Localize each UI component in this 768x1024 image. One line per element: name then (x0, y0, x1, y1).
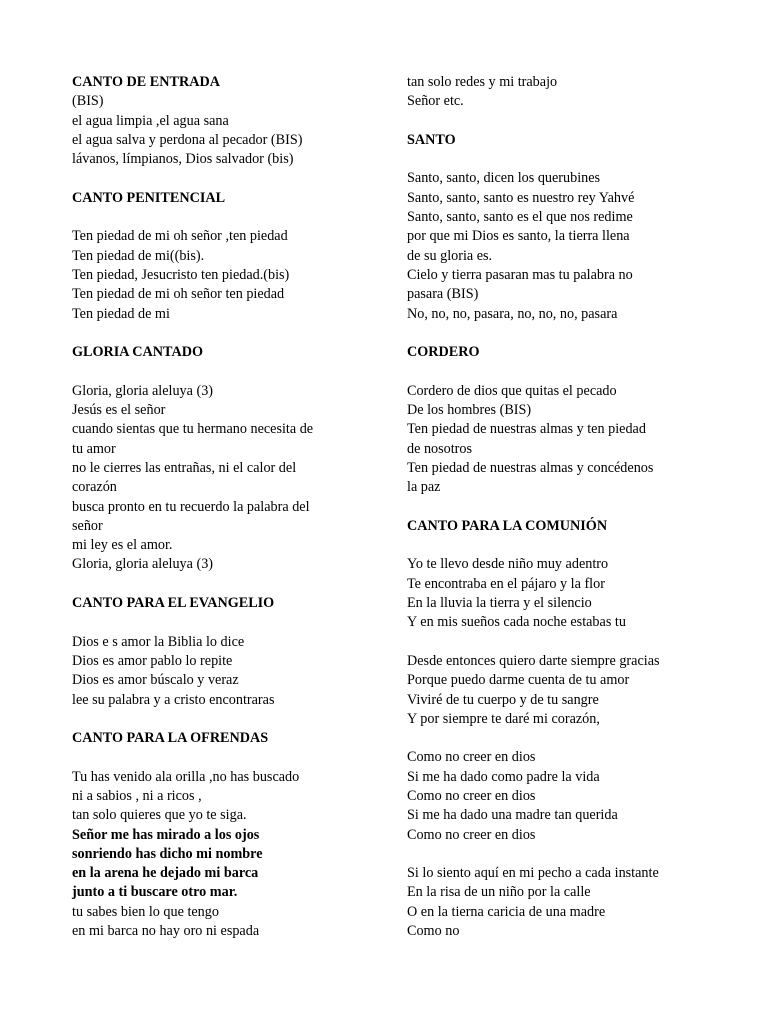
line-spacer (407, 362, 727, 381)
lyric-line: Y por siempre te daré mi corazón, (407, 710, 600, 727)
line-spacer (72, 575, 372, 594)
lyric-line: Si lo siento aquí en mi pecho a cada instante (407, 865, 659, 882)
lyric-line: señor (72, 517, 103, 534)
lyric-line: de nosotros (407, 440, 473, 457)
lyric-line-bold: sonriendo has dicho mi nombre (72, 845, 263, 862)
section-heading-cordero: CORDERO (407, 344, 480, 361)
lyric-line: Como no creer en dios (407, 826, 536, 843)
lyric-line: Como no creer en dios (407, 749, 536, 766)
section-heading-canto-penitencial: CANTO PENITENCIAL (72, 189, 226, 206)
lyric-line: O en la tierna caricia de una madre (407, 903, 606, 920)
lyric-line: Cordero de dios que quitas el pecado (407, 382, 617, 399)
lyric-line: En la risa de un niño por la calle (407, 884, 591, 901)
line-spacer (72, 169, 372, 188)
lyric-line: de su gloria es. (407, 247, 493, 264)
lyric-line: por que mi Dios es santo, la tierra llena (407, 228, 630, 245)
line-spacer (72, 324, 372, 343)
line-spacer (407, 112, 727, 131)
line-spacer (407, 729, 727, 748)
lyric-line: tan solo redes y mi trabajo (407, 74, 558, 90)
lyric-line: Dios es amor búscalo y veraz (72, 672, 239, 689)
lyric-line: Señor etc. (407, 93, 464, 110)
lyric-line: tu amor (72, 440, 116, 457)
lyric-line: Santo, santo, santo es el que nos redime (407, 209, 633, 226)
lyric-line: Cielo y tierra pasaran mas tu palabra no (407, 266, 633, 283)
line-spacer (407, 324, 727, 343)
lyric-line: Gloria, gloria aleluya (3) (72, 556, 214, 573)
lyric-line: Si me ha dado como padre la vida (407, 768, 600, 785)
section-heading-canto-para-la-comunion: CANTO PARA LA COMUNIÓN (407, 517, 608, 534)
line-spacer (407, 845, 727, 864)
lyric-line: De los hombres (BIS) (407, 402, 532, 419)
section-heading-canto-para-la-ofrendas: CANTO PARA LA OFRENDAS (72, 730, 269, 747)
lyric-line: Ten piedad de nuestras almas y ten piedad (407, 421, 646, 438)
line-spacer (72, 748, 372, 767)
lyric-line: no le cierres las entrañas, ni el calor del (72, 459, 297, 476)
lyric-line: En la lluvia la tierra y el silencio (407, 595, 592, 612)
lyric-line: Gloria, gloria aleluya (3) (72, 382, 214, 399)
lyric-line: Porque puedo darme cuenta de tu amor (407, 672, 630, 689)
lyric-line: Ten piedad de nuestras almas y concédenos (407, 459, 654, 476)
lyric-line: Dios es amor pablo lo repite (72, 652, 233, 669)
lyric-line: el agua salva y perdona al pecador (BIS) (72, 131, 303, 148)
line-spacer (72, 362, 372, 381)
lyric-line: Tu has venido ala orilla ,no has buscado (72, 768, 300, 785)
line-spacer (72, 710, 372, 729)
line-spacer (407, 633, 727, 652)
lyric-line: Ten piedad de mi oh señor ten piedad (72, 286, 285, 303)
lyric-line: mi ley es el amor. (72, 537, 173, 554)
lyric-line: Te encontraba en el pájaro y la flor (407, 575, 605, 592)
lyric-line: Como no creer en dios (407, 787, 536, 804)
lyric-line-bold: en la arena he dejado mi barca (72, 865, 259, 882)
lyric-line: Jesús es el señor (72, 402, 166, 419)
lyric-line: Dios e s amor la Biblia lo dice (72, 633, 245, 650)
lyric-line: cuando sientas que tu hermano necesita de (72, 421, 314, 438)
lyric-line: Viviré de tu cuerpo y de tu sangre (407, 691, 599, 708)
lyric-line: Y en mis sueños cada noche estabas tu (407, 614, 626, 631)
section-heading-canto-de-entrada: CANTO DE ENTRADA (72, 74, 220, 90)
lyric-line: Ten piedad de mi oh señor ,ten piedad (72, 228, 288, 245)
lyric-line: tan solo quieres que yo te siga. (72, 807, 247, 824)
section-heading-canto-para-el-evangelio: CANTO PARA EL EVANGELIO (72, 595, 275, 612)
lyric-line: Ten piedad, Jesucristo ten piedad.(bis) (72, 266, 290, 283)
left-column (72, 73, 372, 941)
line-spacer (407, 150, 727, 169)
lyric-line-bold: Señor me has mirado a los ojos (72, 826, 260, 843)
lyric-line: Santo, santo, dicen los querubines (407, 170, 601, 187)
lyric-line: tu sabes bien lo que tengo (72, 903, 219, 920)
line-spacer (72, 613, 372, 632)
lyric-line: Desde entonces quiero darte siempre gracias (407, 652, 660, 669)
lyric-line: lee su palabra y a cristo encontraras (72, 691, 275, 708)
lyric-line: el agua limpia ,el agua sana (72, 112, 229, 129)
lyric-line: Ten piedad de mi (72, 305, 170, 322)
lyric-line: en mi barca no hay oro ni espada (72, 923, 260, 940)
lyric-line-bold: junto a ti buscare otro mar. (72, 884, 238, 901)
lyric-line: Santo, santo, santo es nuestro rey Yahvé (407, 189, 635, 206)
line-spacer (407, 536, 727, 555)
lyric-line: No, no, no, pasara, no, no, no, pasara (407, 305, 618, 322)
lyric-line: Ten piedad de mi((bis). (72, 247, 205, 264)
lyric-line: Si me ha dado una madre tan querida (407, 807, 618, 824)
lyric-line: (BIS) (72, 93, 104, 110)
lyric-line: Como no (407, 923, 460, 940)
lyric-line: ni a sabios , ni a ricos , (72, 787, 202, 804)
section-heading-gloria-cantado: GLORIA CANTADO (72, 344, 203, 361)
lyric-line: corazón (72, 479, 117, 496)
right-column (407, 73, 727, 941)
section-heading-santo: SANTO (407, 131, 456, 148)
lyric-line: la paz (407, 479, 441, 496)
lyric-line: lávanos, límpianos, Dios salvador (bis) (72, 151, 294, 168)
lyric-line: pasara (BIS) (407, 286, 479, 303)
lyric-line: Yo te llevo desde niño muy adentro (407, 556, 609, 573)
line-spacer (72, 208, 372, 227)
line-spacer (407, 498, 727, 517)
lyric-line: busca pronto en tu recuerdo la palabra del (72, 498, 310, 515)
